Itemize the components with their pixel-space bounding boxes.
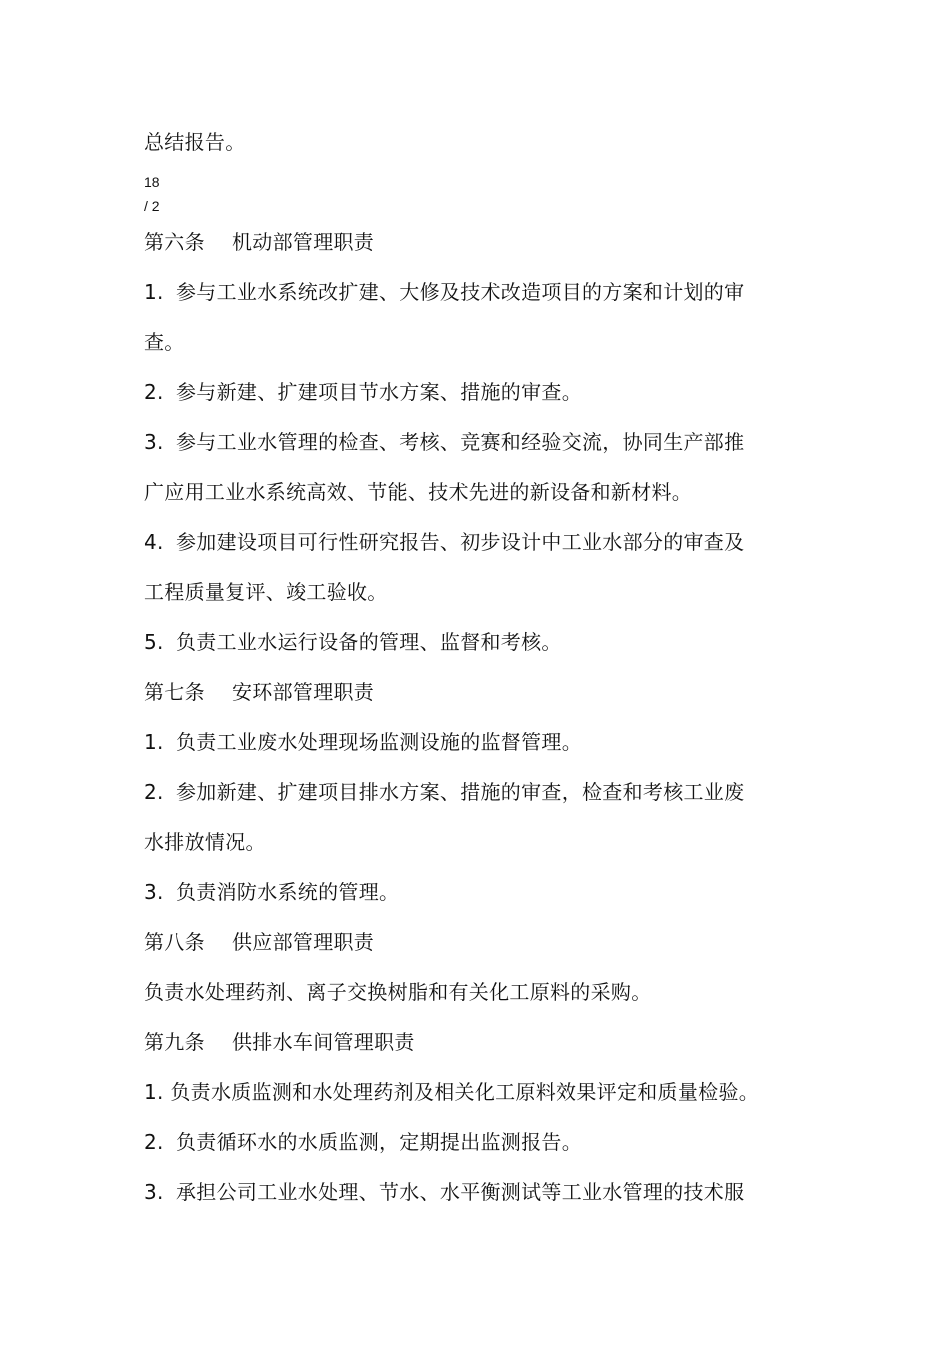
paragraph-line: 负责水处理药剂、离子交换树脂和有关化工原料的采购。 (144, 980, 652, 1004)
article-number: 第九条 (144, 1030, 205, 1054)
article-heading (144, 229, 374, 255)
list-text: 负责消防水系统的管理。 (176, 880, 400, 904)
article-title: 供排水车间管理职责 (232, 1030, 415, 1054)
article-number: 第八条 (144, 930, 205, 954)
article-number: 第六条 (144, 230, 205, 254)
list-text: 参加建设项目可行性研究报告、初步设计中工业水部分的审查及 (176, 530, 745, 554)
list-number: 4. (144, 530, 164, 554)
list-item (144, 879, 399, 905)
list-number: 3. (144, 430, 164, 454)
list-text: 参与工业水管理的检查、考核、竞赛和经验交流，协同生产部推 (176, 430, 745, 454)
list-item (144, 279, 744, 305)
paragraph-line: 查。 (144, 330, 185, 354)
list-text: 参与工业水系统改扩建、大修及技术改造项目的方案和计划的审 (176, 280, 745, 304)
list-number: 2. (144, 780, 164, 804)
list-number: 1. (144, 280, 164, 304)
paragraph-line: 工程质量复评、竣工验收。 (144, 580, 388, 604)
list-number: 2. (144, 1130, 164, 1154)
paragraph-line: 水排放情况。 (144, 830, 266, 854)
list-item (144, 729, 582, 755)
paragraph-line: 1. 负责水质监测和水处理药剂及相关化工原料效果评定和质量检验。 (144, 1080, 760, 1104)
list-item (144, 629, 562, 655)
article-heading (144, 929, 374, 955)
article-title: 供应部管理职责 (232, 930, 375, 954)
article-heading (144, 1029, 415, 1055)
article-number: 第七条 (144, 680, 205, 704)
list-text: 负责工业废水处理现场监测设施的监督管理。 (176, 730, 582, 754)
list-number: 2. (144, 380, 164, 404)
article-heading (144, 679, 374, 705)
paragraph-line: 广应用工业水系统高效、节能、技术先进的新设备和新材料。 (144, 480, 693, 504)
list-number: 1. (144, 730, 164, 754)
list-number: 3. (144, 1180, 164, 1204)
list-item (144, 379, 582, 405)
list-item (144, 429, 744, 455)
list-text: 负责循环水的水质监测，定期提出监测报告。 (176, 1130, 582, 1154)
list-number: 5. (144, 630, 164, 654)
page-number: 18 (144, 174, 160, 190)
list-item (144, 779, 744, 805)
article-title: 机动部管理职责 (232, 230, 375, 254)
list-item (144, 1129, 582, 1155)
list-text: 负责工业水运行设备的管理、监督和考核。 (176, 630, 562, 654)
list-text: 参与新建、扩建项目节水方案、措施的审查。 (176, 380, 582, 404)
list-text: 承担公司工业水处理、节水、水平衡测试等工业水管理的技术服 (176, 1180, 745, 1204)
list-item (144, 1179, 744, 1205)
paragraph-line: 总结报告。 (144, 130, 246, 154)
page-total: / 2 (144, 198, 160, 214)
list-item (144, 529, 744, 555)
list-number: 3. (144, 880, 164, 904)
list-text: 参加新建、扩建项目排水方案、措施的审查，检查和考核工业废 (176, 780, 745, 804)
article-title: 安环部管理职责 (232, 680, 375, 704)
